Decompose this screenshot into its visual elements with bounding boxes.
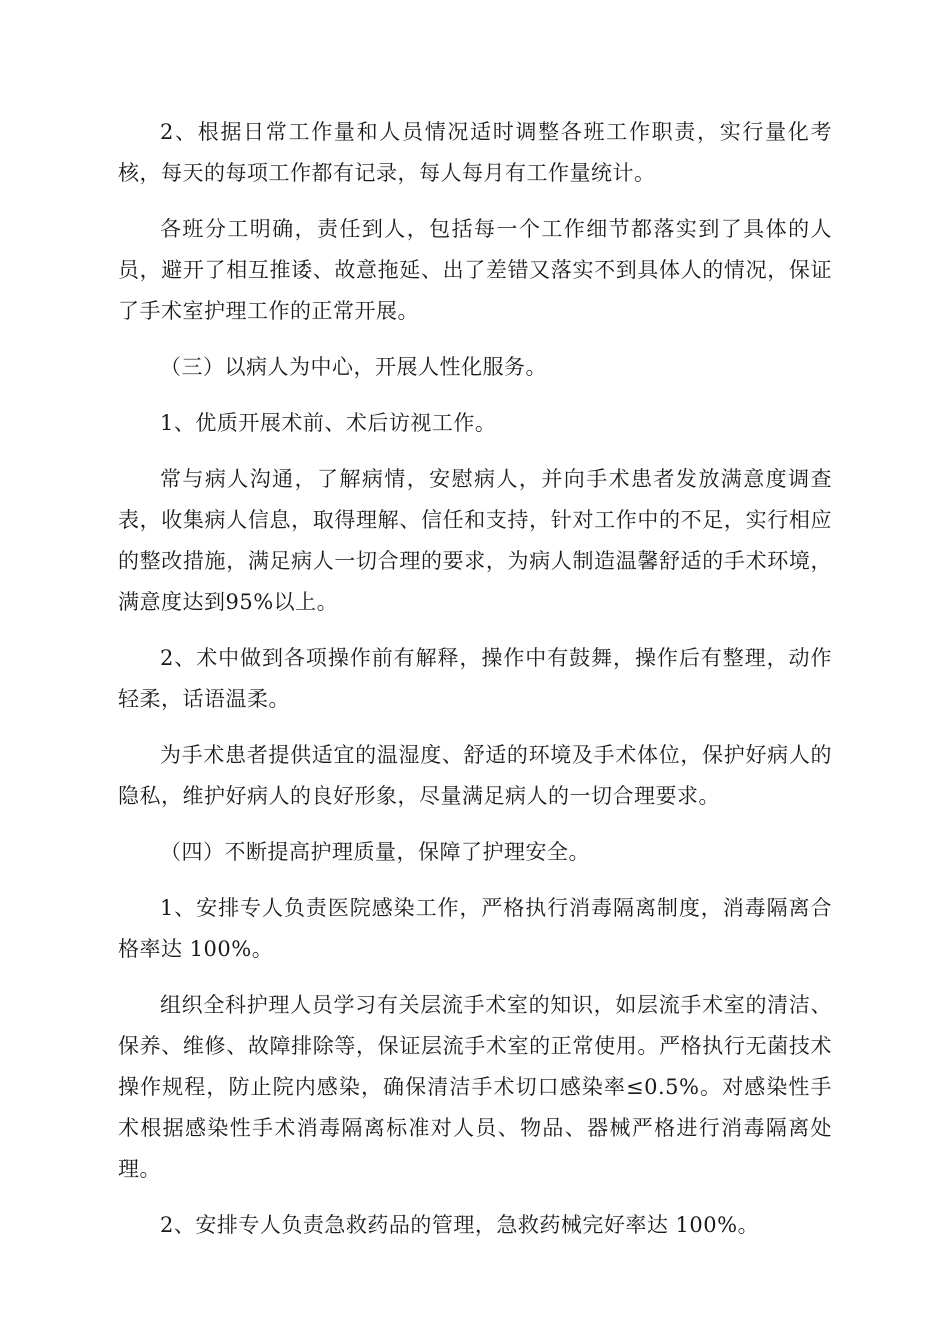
section-heading-4: （四）不断提高护理质量，保障了护理安全。 bbox=[160, 840, 590, 864]
paragraph-emergency-drugs: 2、安排专人负责急救药品的管理，急救药械完好率达 100%。 bbox=[160, 1213, 760, 1237]
paragraph-intraoperative: 2、术中做到各项操作前有解释，操作中有鼓舞，操作后有整理，动作轻柔，话语温柔。 bbox=[118, 646, 832, 711]
document-body bbox=[118, 112, 832, 1261]
paragraph-pre-post-visit: 1、优质开展术前、术后访视工作。 bbox=[160, 411, 497, 435]
section-heading-3: （三）以病人为中心，开展人性化服务。 bbox=[160, 355, 547, 379]
paragraph-division-of-labor: 各班分工明确，责任到人，包括每一个工作细节都落实到了具体的人员，避开了相互推诿、故意拖延、出了差错又落实不到具体人的情况，保证了手术室护理工作的正常开展。 bbox=[118, 217, 832, 323]
paragraph-patient-environment: 为手术患者提供适宜的温湿度、舒适的环境及手术体位，保护好病人的隐私，维护好病人的良好形象，尽量满足病人的一切合理要求。 bbox=[118, 743, 832, 808]
paragraph-patient-communication: 常与病人沟通，了解病情，安慰病人，并向手术患者发放满意度调查表，收集病人信息，取得理解、信任和支持，针对工作中的不足，实行相应的整改措施，满足病人一切合理的要求，为病人制造温馨舒适的手术环境，满意度达到95%以上。 bbox=[118, 467, 832, 614]
paragraph-laminar-flow-training: 组织全科护理人员学习有关层流手术室的知识，如层流手术室的清洁、保养、维修、故障排除等，保证层流手术室的正常使用。严格执行无菌技术操作规程，防止院内感染，确保清洁手术切口感染率≤0.5%。对感染性手术根据感染性手术消毒隔离标准对人员、物品、器械严格进行消毒隔离处理。 bbox=[118, 993, 832, 1181]
paragraph-infection-control: 1、安排专人负责医院感染工作，严格执行消毒隔离制度，消毒隔离合格率达 100%。 bbox=[118, 896, 832, 961]
paragraph-shift-duties: 2、根据日常工作量和人员情况适时调整各班工作职责，实行量化考核，每天的每项工作都有记录，每人每月有工作量统计。 bbox=[118, 120, 832, 185]
